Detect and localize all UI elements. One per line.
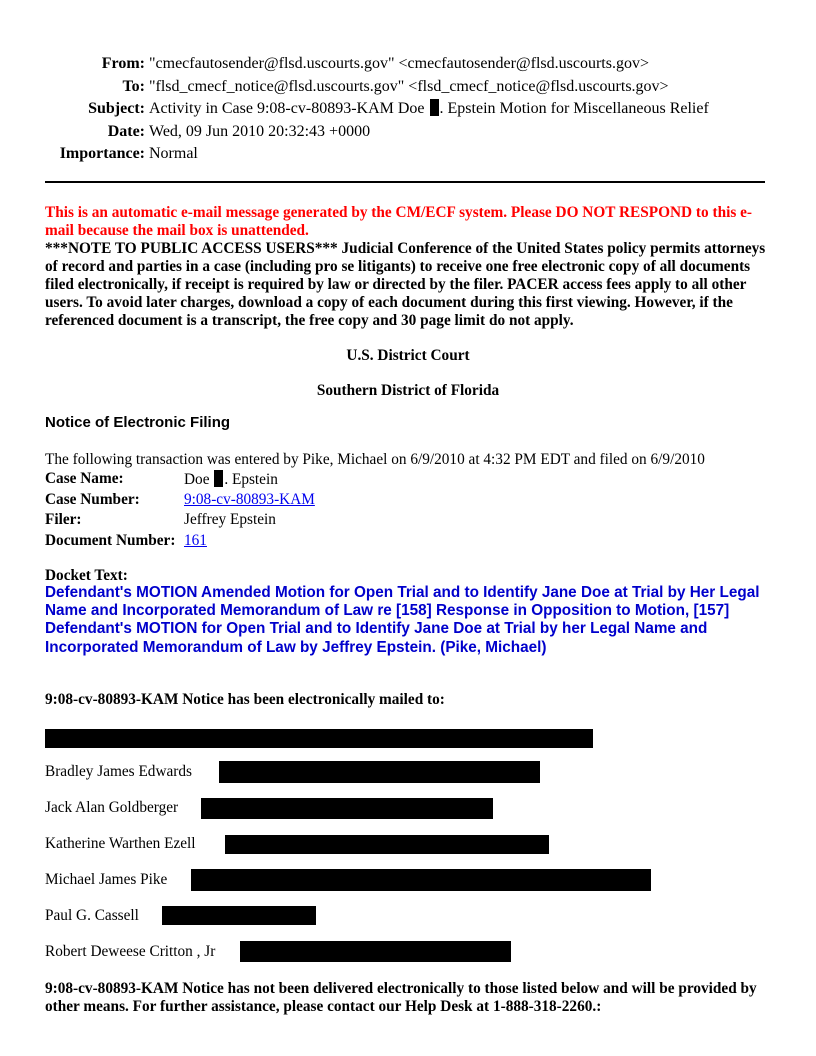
from-label: From:: [101, 55, 145, 72]
redaction-bar: [162, 906, 316, 925]
redaction-bar: [45, 729, 593, 748]
not-delivered-notice: 9:08-cv-80893-KAM Notice has not been delivered electronically to those listed below and will be provided by other means. For further assistance, please contact our Help Desk at 1-888-318-2260.:: [45, 980, 757, 1015]
importance-value: Normal: [149, 145, 198, 162]
recipient-name: Katherine Warthen Ezell: [45, 835, 196, 852]
case-name-row: [45, 469, 315, 490]
nef-title: Notice of Electronic Filing: [45, 414, 231, 431]
document-number-label: Document Number:: [45, 532, 176, 550]
date-row: [0, 121, 816, 144]
public-access-note: ***NOTE TO PUBLIC ACCESS USERS*** Judicial Conference of the United States policy permits attorneys of record and parties in a case (including pro se litigants) to receive one free electronic copy of all documents filed electronically, if receipt is required by law or directed by the filer. PACER access fees apply to all other users. To avoid later charges, download a copy of each document during this first viewing. However, if the referenced document is a transcript, the free copy and 30 page limit do not apply.: [45, 240, 766, 329]
email-header: [0, 53, 816, 166]
subject-redaction: [430, 99, 439, 116]
case-name-label: Case Name:: [45, 470, 124, 488]
to-label: To:: [122, 77, 145, 95]
redaction-bar: [240, 941, 511, 962]
redaction-bar: [201, 798, 493, 819]
case-name-redaction: [214, 470, 223, 487]
subject-label: Subject:: [88, 100, 145, 117]
filer-label: Filer:: [45, 511, 82, 529]
filer-row: [45, 510, 315, 531]
mailed-heading: 9:08-cv-80893-KAM Notice has been electronically mailed to:: [45, 691, 445, 708]
to-row: [0, 76, 816, 99]
docket-label: Docket Text:: [45, 567, 128, 584]
to-value: "flsd_cmecf_notice@flsd.uscourts.gov" <flsd_cmecf_notice@flsd.uscourts.gov>: [149, 77, 669, 95]
case-number-label: Case Number:: [45, 490, 140, 508]
case-number-row: [45, 490, 315, 511]
from-value: "cmecfautosender@flsd.uscourts.gov" <cmecfautosender@flsd.uscourts.gov>: [149, 55, 649, 72]
importance-label: Importance:: [59, 145, 145, 162]
document-number-row: [45, 531, 315, 552]
subject-suffix: . Epstein Motion for Miscellaneous Relief: [439, 100, 709, 117]
recipient-name: Michael James Pike: [45, 871, 168, 888]
redaction-bar: [191, 869, 651, 891]
case-name-suffix: . Epstein: [224, 470, 278, 488]
subject-prefix: Activity in Case 9:08-cv-80893-KAM Doe: [149, 100, 425, 117]
auto-message-warning: This is an automatic e-mail message generated by the CM/ECF system. Please DO NOT RESPOND to this e-mail because the mail box is unattended.: [45, 204, 752, 239]
recipient-name: Jack Alan Goldberger: [45, 799, 179, 816]
date-label: Date:: [107, 122, 145, 140]
redaction-bar: [225, 835, 549, 854]
from-row: [0, 53, 816, 76]
docket-text: Defendant's MOTION Amended Motion for Open Trial and to Identify Jane Doe at Trial by Her Legal Name and Incorporated Memorandum of Law re [158] Response in Opposition to Motion, [157] Defendant's MOTION for Open Trial and to Identify Jane Doe at Trial by her Legal Name and Incorporated Memorandum of Law by Jeffrey Epstein. (Pike, Michael): [45, 584, 760, 656]
subject-value: [149, 98, 709, 121]
case-number-link[interactable]: 9:08-cv-80893-KAM: [184, 490, 315, 508]
header-divider: [45, 181, 765, 183]
recipient-name: Robert Deweese Critton , Jr: [45, 943, 216, 960]
case-name-prefix: Doe: [184, 470, 210, 488]
importance-row: [0, 143, 816, 166]
district-name: Southern District of Florida: [316, 382, 500, 399]
recipient-name: Bradley James Edwards: [45, 763, 192, 780]
date-value: Wed, 09 Jun 2010 20:32:43 +0000: [149, 122, 371, 140]
court-name: U.S. District Court: [346, 347, 470, 364]
redaction-bar: [219, 761, 540, 783]
filer-value: Jeffrey Epstein: [184, 511, 276, 529]
case-info-table: [45, 469, 315, 551]
recipient-name: Paul G. Cassell: [45, 907, 139, 924]
transaction-text: The following transaction was entered by Pike, Michael on 6/9/2010 at 4:32 PM EDT and filed on 6/9/2010: [45, 451, 705, 468]
document-number-link[interactable]: 161: [184, 532, 207, 550]
case-name-value: [184, 469, 315, 490]
subject-row: [0, 98, 816, 121]
